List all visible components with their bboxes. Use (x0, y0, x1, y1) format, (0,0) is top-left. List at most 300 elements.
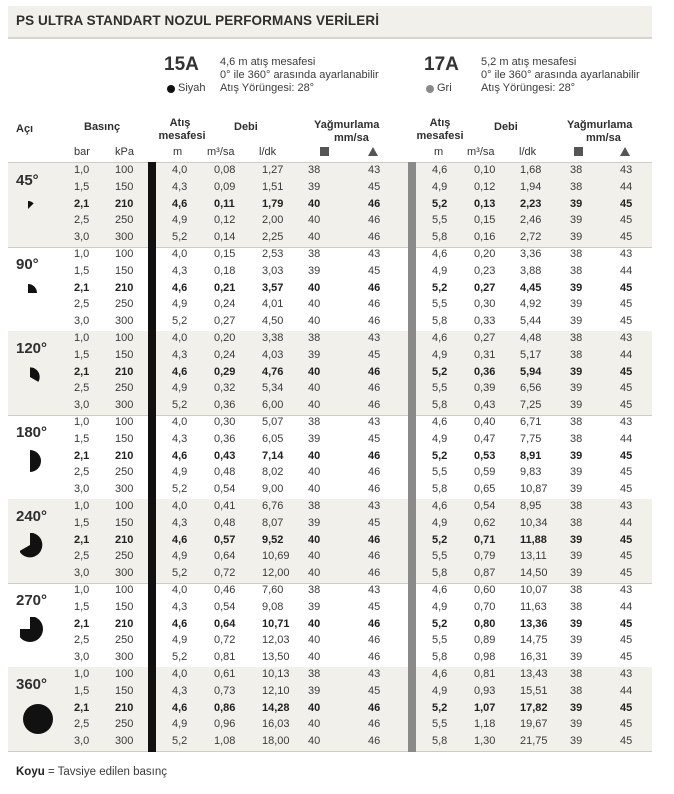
cell-ldk-b: 8,95 (520, 500, 542, 512)
cell-triangle-b: 45 (620, 533, 633, 546)
cell-square-a: 40 (308, 550, 321, 563)
cell-kpa: 250 (115, 298, 134, 311)
cell-kpa: 210 (115, 449, 134, 462)
cell-m3sa-a: 0,15 (214, 248, 236, 260)
cell-m3sa-a: 0,24 (214, 298, 236, 311)
cell-m3sa-a: 1,08 (214, 735, 236, 748)
cell-m3sa-a: 0,30 (214, 416, 236, 428)
table-row (8, 398, 652, 415)
cell-triangle-a: 46 (368, 533, 381, 546)
cell-triangle-a: 46 (368, 365, 381, 378)
cell-bar: 2,1 (74, 365, 90, 378)
cell-triangle-a: 45 (368, 600, 381, 613)
cell-square-b: 39 (570, 399, 583, 412)
cell-ldk-b: 3,88 (520, 264, 542, 277)
cell-ldk-b: 10,07 (520, 584, 548, 596)
cell-m3sa-a: 0,73 (214, 684, 236, 697)
cell-bar: 3,0 (74, 231, 90, 244)
cell-triangle-b: 44 (620, 600, 633, 613)
cell-triangle-a: 43 (368, 500, 381, 512)
cell-bar: 1,5 (74, 516, 90, 529)
cell-ldk-b: 5,17 (520, 348, 542, 361)
cell-ldk-a: 10,69 (262, 550, 290, 563)
cell-m3sa-a: 0,64 (214, 617, 236, 630)
cell-square-b: 38 (570, 432, 583, 445)
cell-triangle-a: 46 (368, 449, 381, 462)
cell-kpa: 300 (115, 483, 134, 496)
triangle-icon (368, 147, 378, 159)
cell-kpa: 210 (115, 365, 134, 378)
cell-ldk-a: 12,10 (262, 684, 290, 697)
page-title: PS ULTRA STANDART NOZUL PERFORMANS VERİLERİ (16, 13, 380, 28)
cell-m3sa-a: 0,11 (214, 197, 235, 210)
cell-m3sa-a: 0,18 (214, 264, 236, 277)
cell-triangle-b: 45 (620, 365, 633, 378)
cell-m3sa-a: 0,46 (214, 584, 236, 596)
cell-atis-a: 5,2 (172, 651, 188, 664)
cell-kpa: 150 (115, 684, 134, 697)
cell-ldk-a: 1,27 (262, 164, 284, 176)
nozzle-17a-info (481, 56, 640, 95)
cell-m3sa-b: 0,62 (474, 516, 496, 529)
cell-square-b: 39 (570, 365, 583, 378)
footer-legend (16, 766, 167, 778)
cell-m3sa-a: 0,64 (214, 550, 236, 563)
cell-atis-a: 4,3 (172, 516, 188, 529)
cell-triangle-a: 46 (368, 567, 381, 580)
cell-bar: 1,5 (74, 600, 90, 613)
cell-ldk-b: 4,92 (520, 298, 542, 311)
header-ldk-a: l/dk (259, 146, 277, 158)
cell-triangle-a: 45 (368, 180, 381, 193)
cell-ldk-a: 18,00 (262, 735, 290, 748)
cell-square-b: 39 (570, 701, 583, 714)
cell-square-a: 39 (308, 264, 321, 277)
cell-kpa: 300 (115, 735, 134, 748)
table-row (8, 583, 652, 600)
cell-ldk-a: 16,03 (262, 718, 290, 731)
cell-triangle-b: 45 (620, 197, 633, 210)
cell-atis-b: 5,2 (432, 533, 448, 546)
cell-bar: 3,0 (74, 735, 90, 748)
cell-kpa: 100 (115, 164, 134, 176)
cell-m3sa-a: 0,48 (214, 516, 236, 529)
table-row (8, 281, 652, 298)
cell-m3sa-a: 0,21 (214, 281, 236, 294)
cell-kpa: 150 (115, 348, 134, 361)
cell-square-a: 40 (308, 466, 321, 479)
cell-bar: 1,0 (74, 248, 90, 260)
cell-ldk-a: 3,38 (262, 332, 284, 344)
cell-m3sa-a: 0,27 (214, 315, 236, 328)
cell-m3sa-a: 0,81 (214, 651, 236, 664)
cell-atis-b: 5,8 (432, 651, 448, 664)
cell-m3sa-b: 0,20 (474, 248, 496, 260)
cell-atis-a: 4,6 (172, 449, 188, 462)
cell-ldk-a: 4,50 (262, 315, 284, 328)
cell-triangle-b: 45 (620, 483, 633, 496)
cell-ldk-b: 6,71 (520, 416, 542, 428)
cell-triangle-a: 46 (368, 550, 381, 563)
cell-m3sa-a: 0,29 (214, 365, 236, 378)
cell-atis-b: 5,2 (432, 617, 448, 630)
cell-kpa: 210 (115, 617, 134, 630)
cell-square-b: 38 (570, 164, 583, 176)
cell-square-b: 38 (570, 248, 583, 260)
cell-bar: 2,1 (74, 197, 90, 210)
cell-m3sa-b: 0,36 (474, 365, 496, 378)
cell-ldk-b: 2,23 (520, 197, 542, 210)
cell-ldk-a: 4,03 (262, 348, 284, 361)
cell-triangle-a: 43 (368, 416, 381, 428)
angle-block (8, 163, 652, 247)
table-row (8, 566, 652, 583)
cell-atis-b: 4,9 (432, 180, 448, 193)
nozzle-15a-info-line: Atış Yörüngesi: 28° (220, 82, 315, 94)
cell-ldk-b: 5,44 (520, 315, 542, 328)
cell-atis-b: 5,2 (432, 449, 448, 462)
cell-triangle-b: 45 (620, 298, 633, 311)
cell-kpa: 300 (115, 315, 134, 328)
cell-atis-b: 4,9 (432, 600, 448, 613)
cell-square-a: 40 (308, 298, 321, 311)
cell-atis-a: 4,9 (172, 382, 188, 395)
nozzle-17a-color-name: Gri (437, 82, 452, 94)
cell-m3sa-a: 0,43 (214, 449, 236, 462)
cell-ldk-a: 12,03 (262, 634, 290, 647)
cell-triangle-b: 45 (620, 399, 633, 412)
angle-block (8, 667, 652, 751)
header-mmsa-b: mm/sa (586, 132, 621, 144)
cell-triangle-b: 45 (620, 567, 633, 580)
cell-square-a: 39 (308, 348, 321, 361)
cell-triangle-b: 45 (620, 701, 633, 714)
cell-square-a: 38 (308, 500, 321, 512)
cell-ldk-b: 10,34 (520, 516, 548, 529)
cell-kpa: 250 (115, 466, 134, 479)
cell-square-b: 38 (570, 332, 583, 344)
cell-square-a: 40 (308, 651, 321, 664)
cell-atis-b: 4,9 (432, 684, 448, 697)
cell-ldk-a: 9,08 (262, 600, 284, 613)
cell-m3sa-b: 0,79 (474, 550, 496, 563)
cell-atis-b: 4,6 (432, 584, 448, 596)
square-icon (320, 147, 329, 159)
cell-triangle-b: 45 (620, 231, 633, 244)
cell-square-a: 39 (308, 180, 321, 193)
cell-m3sa-b: 0,10 (474, 164, 496, 176)
cell-atis-b: 5,2 (432, 197, 448, 210)
header-yagmur-b: Yağmurlama (567, 119, 633, 131)
cell-atis-b: 5,8 (432, 483, 448, 496)
cell-m3sa-a: 0,61 (214, 668, 236, 680)
angle-label: 180° (16, 424, 48, 441)
cell-m3sa-a: 0,36 (214, 399, 236, 412)
cell-triangle-a: 45 (368, 684, 381, 697)
cell-kpa: 300 (115, 651, 134, 664)
cell-ldk-a: 9,52 (262, 533, 284, 546)
cell-square-b: 39 (570, 567, 583, 580)
header-m3sa-a: m³/sa (207, 146, 235, 158)
cell-atis-a: 4,9 (172, 466, 188, 479)
table-row (8, 600, 652, 617)
cell-square-b: 39 (570, 651, 583, 664)
cell-triangle-b: 43 (620, 416, 633, 428)
angle-block (8, 247, 652, 331)
cell-ldk-b: 11,88 (520, 533, 547, 546)
nozzle-17a-color-bar (408, 162, 416, 752)
table-row (8, 415, 652, 432)
cell-square-b: 39 (570, 449, 583, 462)
cell-atis-b: 5,5 (432, 298, 448, 311)
header-mesafesi-b: mesafesi (416, 130, 464, 142)
header-mmsa-a: mm/sa (334, 132, 369, 144)
table-row (8, 213, 652, 230)
cell-square-b: 39 (570, 533, 583, 546)
nozzle-17a-info-line: 0° ile 360° arasında ayarlanabilir (481, 69, 640, 81)
cell-triangle-a: 46 (368, 197, 381, 210)
header-aci: Açı (16, 123, 34, 135)
footer-text: = Tavsiye edilen basınç (44, 766, 167, 778)
cell-kpa: 150 (115, 264, 134, 277)
cell-ldk-a: 10,71 (262, 617, 290, 630)
cell-triangle-b: 45 (620, 466, 633, 479)
square-icon (574, 147, 583, 159)
cell-ldk-b: 13,43 (520, 668, 548, 680)
cell-square-a: 40 (308, 315, 321, 328)
table-row (8, 684, 652, 701)
cell-atis-a: 4,0 (172, 164, 188, 176)
cell-triangle-b: 45 (620, 617, 633, 630)
cell-ldk-b: 19,67 (520, 718, 548, 731)
cell-atis-b: 5,2 (432, 365, 448, 378)
cell-square-b: 39 (570, 483, 583, 496)
cell-triangle-a: 45 (368, 516, 381, 529)
triangle-icon (620, 147, 630, 159)
cell-atis-a: 5,2 (172, 315, 188, 328)
nozzle-15a-code: 15A (164, 54, 199, 75)
cell-atis-b: 4,6 (432, 416, 448, 428)
cell-square-a: 40 (308, 567, 321, 580)
cell-atis-a: 4,6 (172, 197, 188, 210)
cell-atis-a: 5,2 (172, 231, 188, 244)
cell-square-b: 39 (570, 382, 583, 395)
cell-square-a: 39 (308, 684, 321, 697)
cell-bar: 1,5 (74, 348, 90, 361)
cell-triangle-b: 43 (620, 164, 633, 176)
cell-m3sa-b: 0,15 (474, 214, 496, 227)
cell-ldk-b: 7,25 (520, 399, 542, 412)
header-debi-b: Debi (494, 121, 518, 133)
cell-triangle-a: 46 (368, 231, 381, 244)
cell-triangle-a: 46 (368, 483, 381, 496)
cell-square-a: 40 (308, 449, 321, 462)
cell-kpa: 100 (115, 584, 134, 596)
cell-ldk-a: 6,05 (262, 432, 284, 445)
cell-bar: 1,0 (74, 584, 90, 596)
nozzle-15a-color-bar (148, 162, 156, 752)
cell-triangle-b: 45 (620, 214, 633, 227)
cell-m3sa-b: 0,31 (474, 348, 496, 361)
cell-ldk-b: 15,51 (520, 684, 548, 697)
cell-triangle-b: 43 (620, 500, 633, 512)
cell-atis-b: 4,9 (432, 516, 448, 529)
cell-atis-a: 4,3 (172, 432, 188, 445)
cell-m3sa-b: 0,12 (474, 180, 496, 193)
cell-m3sa-b: 0,16 (474, 231, 496, 244)
table-row (8, 297, 652, 314)
angle-block (8, 415, 652, 499)
cell-square-a: 40 (308, 281, 321, 294)
cell-m3sa-b: 0,71 (474, 533, 496, 546)
cell-square-a: 40 (308, 634, 321, 647)
header-m3sa-b: m³/sa (467, 146, 495, 158)
cell-atis-b: 5,8 (432, 399, 448, 412)
cell-triangle-b: 45 (620, 634, 633, 647)
angle-block (8, 331, 652, 415)
cell-atis-a: 4,6 (172, 617, 188, 630)
cell-ldk-b: 21,75 (520, 735, 548, 748)
cell-atis-a: 4,6 (172, 365, 188, 378)
cell-triangle-a: 45 (368, 348, 381, 361)
cell-kpa: 300 (115, 567, 134, 580)
cell-ldk-a: 1,51 (262, 180, 284, 193)
header-atis-b: Atış (429, 117, 451, 129)
cell-kpa: 150 (115, 180, 134, 193)
table-row (8, 617, 652, 634)
cell-square-b: 38 (570, 264, 583, 277)
cell-m3sa-b: 0,70 (474, 600, 496, 613)
cell-square-a: 39 (308, 432, 321, 445)
cell-bar: 3,0 (74, 651, 90, 664)
cell-bar: 1,5 (74, 180, 90, 193)
cell-m3sa-b: 0,27 (474, 332, 496, 344)
cell-ldk-a: 10,13 (262, 668, 290, 680)
cell-m3sa-a: 0,57 (214, 533, 236, 546)
header-mesafesi-a: mesafesi (158, 130, 206, 142)
cell-m3sa-a: 0,20 (214, 332, 236, 344)
table-row (8, 348, 652, 365)
cell-m3sa-a: 0,32 (214, 382, 236, 395)
cell-square-a: 40 (308, 365, 321, 378)
cell-m3sa-a: 0,41 (214, 500, 236, 512)
cell-atis-b: 5,5 (432, 550, 448, 563)
cell-square-a: 40 (308, 735, 321, 748)
cell-triangle-a: 43 (368, 248, 381, 260)
cell-bar: 2,1 (74, 617, 90, 630)
cell-atis-a: 4,9 (172, 718, 188, 731)
cell-m3sa-a: 0,72 (214, 567, 236, 580)
header-kpa: kPa (115, 146, 134, 158)
cell-atis-b: 5,8 (432, 567, 448, 580)
angle-label: 120° (16, 340, 48, 357)
cell-m3sa-b: 0,47 (474, 432, 496, 445)
cell-atis-a: 4,6 (172, 281, 188, 294)
cell-atis-b: 4,9 (432, 432, 448, 445)
table-row (8, 163, 652, 180)
cell-triangle-b: 45 (620, 651, 633, 664)
cell-triangle-a: 45 (368, 264, 381, 277)
table-row (8, 230, 652, 247)
cell-m3sa-b: 0,27 (474, 281, 496, 294)
cell-m3sa-a: 0,12 (214, 214, 236, 227)
cell-atis-a: 4,0 (172, 584, 188, 596)
footer-bold: Koyu (16, 766, 45, 778)
cell-kpa: 150 (115, 432, 134, 445)
cell-m3sa-b: 0,93 (474, 684, 496, 697)
cell-bar: 1,5 (74, 432, 90, 445)
table-row (8, 650, 652, 667)
table-row (8, 432, 652, 449)
cell-triangle-a: 46 (368, 315, 381, 328)
cell-ldk-b: 5,94 (520, 365, 542, 378)
cell-bar: 2,5 (74, 634, 90, 647)
cell-ldk-b: 1,94 (520, 180, 542, 193)
header-m-a: m (173, 146, 183, 158)
cell-atis-b: 5,2 (432, 281, 448, 294)
cell-m3sa-b: 0,80 (474, 617, 496, 630)
cell-ldk-b: 2,46 (520, 214, 542, 227)
cell-m3sa-b: 1,07 (474, 701, 496, 714)
cell-atis-b: 5,5 (432, 718, 448, 731)
cell-square-a: 40 (308, 231, 321, 244)
cell-kpa: 250 (115, 382, 134, 395)
cell-ldk-a: 12,00 (262, 567, 290, 580)
cell-atis-b: 4,6 (432, 164, 448, 176)
cell-bar: 1,0 (74, 164, 90, 176)
cell-square-a: 40 (308, 718, 321, 731)
cell-square-a: 40 (308, 533, 321, 546)
cell-m3sa-a: 0,24 (214, 348, 236, 361)
cell-m3sa-b: 0,23 (474, 264, 496, 277)
cell-ldk-a: 14,28 (262, 701, 290, 714)
header-basinc: Basınç (84, 121, 121, 133)
cell-square-a: 40 (308, 214, 321, 227)
cell-bar: 3,0 (74, 399, 90, 412)
cell-bar: 1,0 (74, 500, 90, 512)
cell-triangle-a: 46 (368, 735, 381, 748)
table-row (8, 449, 652, 466)
cell-ldk-a: 2,53 (262, 248, 284, 260)
cell-ldk-a: 9,00 (262, 483, 284, 496)
table-row (8, 549, 652, 566)
table-row (8, 365, 652, 382)
cell-bar: 1,0 (74, 416, 90, 428)
cell-kpa: 100 (115, 332, 134, 344)
table-row (8, 331, 652, 348)
cell-square-b: 38 (570, 668, 583, 680)
cell-bar: 2,5 (74, 214, 90, 227)
cell-m3sa-b: 0,87 (474, 567, 496, 580)
cell-ldk-b: 7,75 (520, 432, 542, 445)
cell-bar: 2,1 (74, 281, 90, 294)
cell-ldk-a: 4,01 (262, 298, 284, 311)
cell-kpa: 250 (115, 634, 134, 647)
cell-atis-b: 5,8 (432, 735, 448, 748)
nozzle-15a-info (220, 56, 379, 95)
cell-ldk-a: 13,50 (262, 651, 290, 664)
header-debi-a: Debi (234, 121, 258, 133)
cell-triangle-a: 46 (368, 399, 381, 412)
cell-m3sa-b: 0,43 (474, 399, 496, 412)
cell-atis-a: 5,2 (172, 567, 188, 580)
cell-square-a: 38 (308, 248, 321, 260)
table-row (8, 465, 652, 482)
cell-square-b: 38 (570, 348, 583, 361)
cell-triangle-b: 45 (620, 735, 633, 748)
cell-triangle-b: 43 (620, 584, 633, 596)
cell-ldk-b: 11,63 (520, 600, 547, 613)
